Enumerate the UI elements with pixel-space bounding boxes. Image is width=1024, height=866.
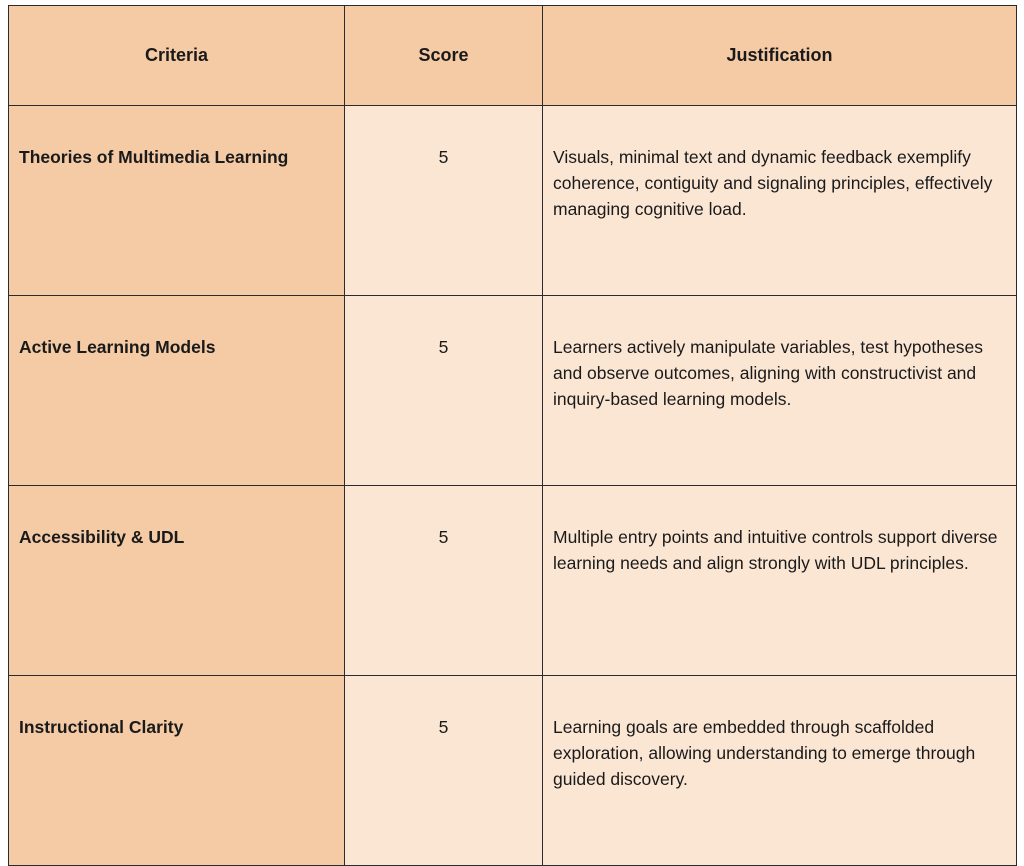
- score-cell: 5: [345, 676, 543, 866]
- header-justification: Justification: [543, 6, 1017, 106]
- score-cell: 5: [345, 486, 543, 676]
- table-row: [9, 106, 1017, 296]
- header-criteria: Criteria: [9, 6, 345, 106]
- justification-cell: Learners actively manipulate variables, test hypotheses and observe outcomes, aligning with constructivist and inquiry-based learning models.: [543, 296, 1017, 486]
- criteria-cell: Accessibility & UDL: [9, 486, 345, 676]
- table-header-row: [9, 6, 1017, 106]
- score-cell: 5: [345, 106, 543, 296]
- criteria-cell: Instructional Clarity: [9, 676, 345, 866]
- score-cell: 5: [345, 296, 543, 486]
- table-row: [9, 486, 1017, 676]
- criteria-cell: Active Learning Models: [9, 296, 345, 486]
- evaluation-table: [8, 5, 1017, 866]
- criteria-cell: Theories of Multimedia Learning: [9, 106, 345, 296]
- table-row: [9, 296, 1017, 486]
- justification-cell: Visuals, minimal text and dynamic feedback exemplify coherence, contiguity and signaling principles, effectively managing cognitive load.: [543, 106, 1017, 296]
- justification-cell: Multiple entry points and intuitive controls support diverse learning needs and align strongly with UDL principles.: [543, 486, 1017, 676]
- justification-cell: Learning goals are embedded through scaffolded exploration, allowing understanding to emerge through guided discovery.: [543, 676, 1017, 866]
- header-score: Score: [345, 6, 543, 106]
- table-row: [9, 676, 1017, 866]
